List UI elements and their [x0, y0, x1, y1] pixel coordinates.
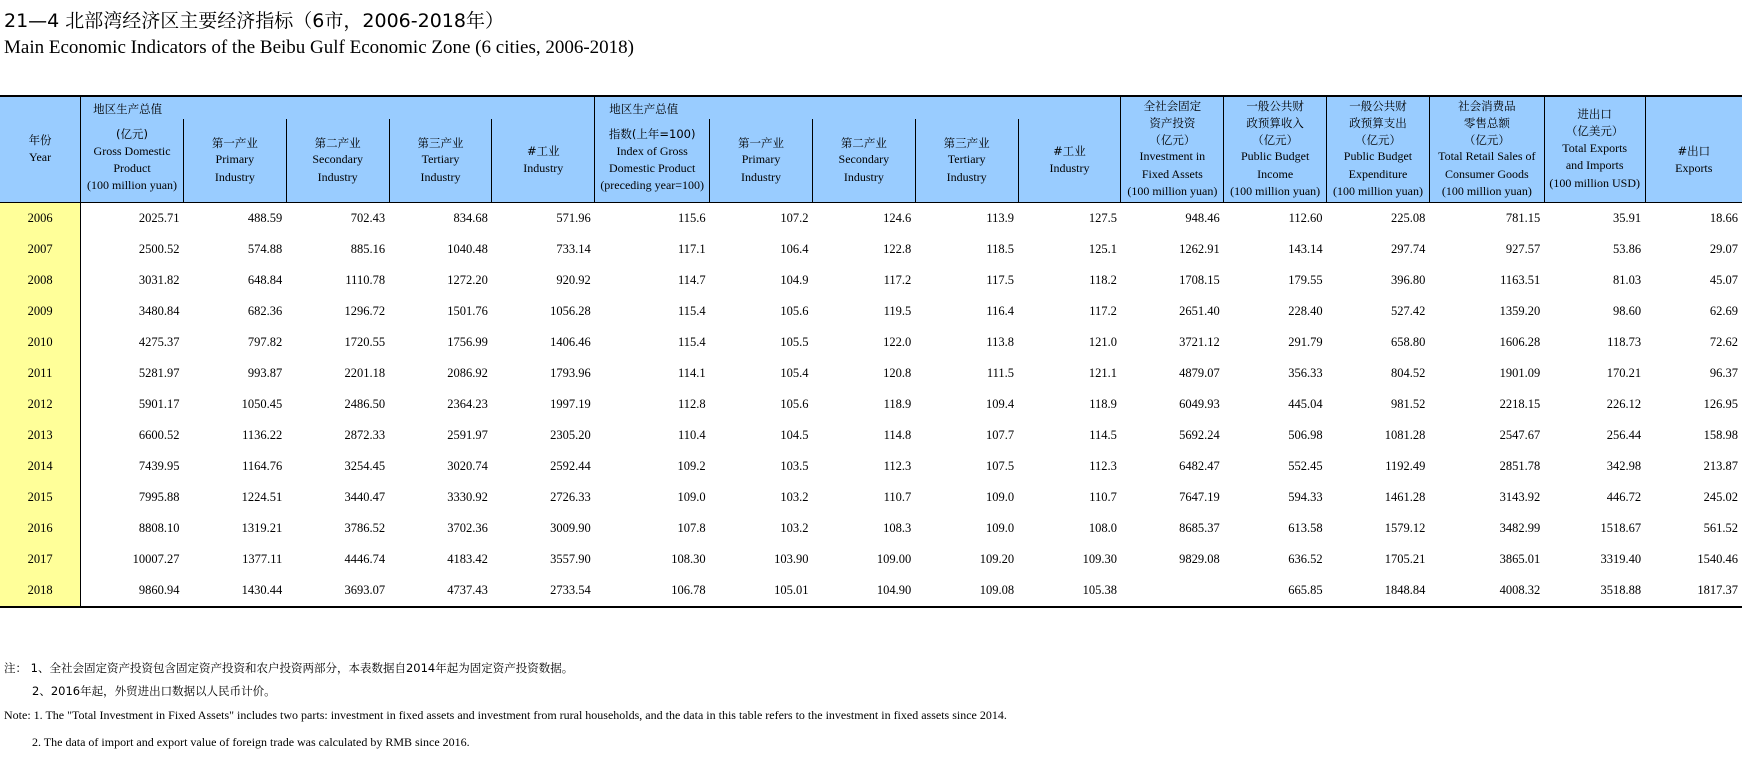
data-cell: 3518.88 — [1544, 575, 1645, 607]
data-cell: 117.2 — [1089, 303, 1117, 318]
data-cell: 3702.36 — [447, 520, 488, 535]
table-row — [0, 544, 1742, 575]
data-cell: 804.52 — [1391, 365, 1426, 380]
data-cell: 1262.91 — [1179, 241, 1220, 256]
data-cell: 291.79 — [1288, 334, 1323, 349]
year-cell: 2014 — [0, 451, 81, 482]
data-cell: 109.00 — [876, 551, 912, 566]
data-cell: 7995.88 — [138, 489, 180, 504]
data-cell: 108.3 — [883, 520, 912, 535]
data-cell: 5692.24 — [1179, 427, 1220, 442]
data-cell: 2547.67 — [1499, 427, 1541, 442]
table-row — [0, 234, 1742, 265]
data-cell: 111.5 — [986, 365, 1015, 380]
data-cell: 118.9 — [883, 396, 912, 411]
data-cell: 885.16 — [350, 241, 386, 256]
data-cell: 3721.12 — [1179, 334, 1220, 349]
data-cell: 122.0 — [883, 334, 912, 349]
data-cell: 1406.46 — [550, 334, 591, 349]
data-cell: 3330.92 — [447, 489, 488, 504]
data-cell: 6049.93 — [1179, 396, 1220, 411]
data-cell: 552.45 — [1288, 458, 1323, 473]
note-en-2: 2. The data of import and export value of foreign trade was calculated by RMB since 2016. — [32, 735, 470, 749]
data-cell: 1461.28 — [1384, 489, 1426, 504]
data-cell: 18.66 — [1709, 210, 1738, 225]
data-cell: 3143.92 — [1499, 489, 1541, 504]
data-cell: 105.6 — [780, 396, 809, 411]
data-cell: 105.5 — [780, 334, 809, 349]
data-cell: 7647.19 — [1179, 489, 1220, 504]
data-cell: 118.2 — [1089, 272, 1117, 287]
data-cell: 1997.19 — [550, 396, 591, 411]
data-cell: 107.7 — [985, 427, 1015, 442]
data-cell: 733.14 — [556, 241, 591, 256]
data-cell: 105.38 — [1018, 575, 1121, 607]
header-index-group: 地区生产总值 — [595, 96, 1121, 119]
table-row — [0, 202, 1742, 234]
header-total-trade: 进出口 （亿美元） Total Exports and Imports (100 million USD) — [1544, 96, 1645, 202]
table-row — [0, 265, 1742, 296]
data-cell: 2733.54 — [492, 575, 595, 607]
data-cell: 574.88 — [247, 241, 283, 256]
header-gdp-tertiary: 第三产业 Tertiary Industry — [389, 119, 492, 202]
data-cell: 103.90 — [774, 551, 809, 566]
data-cell: 356.33 — [1288, 365, 1323, 380]
header-fixed-asset-investment: 全社会固定 资产投资 （亿元） Investment in Fixed Assets (100 million yuan) — [1121, 96, 1224, 202]
data-cell: 2591.97 — [447, 427, 488, 442]
header-gdp-index: 指数(上年=100) Index of Gross Domestic Product (preceding year=100) — [595, 119, 710, 202]
table-row — [0, 575, 1742, 607]
data-cell: 3440.47 — [344, 489, 386, 504]
data-cell: 96.37 — [1709, 365, 1738, 380]
data-cell: 3254.45 — [344, 458, 386, 473]
table-row — [0, 327, 1742, 358]
data-cell: 103.5 — [780, 458, 809, 473]
data-cell: 1040.48 — [447, 241, 488, 256]
data-cell: 8808.10 — [138, 520, 180, 535]
data-cell: 1720.55 — [344, 334, 386, 349]
year-cell: 2006 — [0, 202, 81, 234]
data-cell: 2364.23 — [447, 396, 488, 411]
data-cell: 104.90 — [812, 575, 915, 607]
page-title-en: Main Economic Indicators of the Beibu Gulf Economic Zone (6 cities, 2006-2018) — [4, 37, 635, 58]
data-cell: 9860.94 — [81, 575, 184, 607]
data-cell: 2651.40 — [1179, 303, 1220, 318]
page-title-zh: 21—4 北部湾经济区主要经济指标（6市，2006-2018年） — [4, 10, 504, 32]
data-cell: 3009.90 — [550, 520, 591, 535]
data-cell: 245.02 — [1703, 489, 1738, 504]
data-cell: 1901.09 — [1499, 365, 1541, 380]
header-gdp-primary: 第一产业 Primary Industry — [183, 119, 286, 202]
data-cell: 108.30 — [671, 551, 706, 566]
data-cell: 981.52 — [1391, 396, 1426, 411]
data-cell: 297.74 — [1391, 241, 1426, 256]
data-cell: 3557.90 — [550, 551, 591, 566]
data-cell: 35.91 — [1612, 210, 1642, 225]
year-cell: 2009 — [0, 296, 81, 327]
data-cell: 948.46 — [1185, 210, 1220, 225]
data-cell: 8685.37 — [1179, 520, 1220, 535]
data-cell: 3480.84 — [138, 303, 180, 318]
data-cell: 6600.52 — [138, 427, 180, 442]
table-row — [0, 296, 1742, 327]
data-cell: 125.1 — [1088, 241, 1117, 256]
data-cell: 117.1 — [677, 241, 706, 256]
data-cell: 1224.51 — [241, 489, 283, 504]
data-cell: 119.5 — [883, 303, 912, 318]
header-exports-top — [1645, 96, 1742, 119]
indicators-table — [0, 95, 1742, 608]
data-cell: 5281.97 — [138, 365, 180, 380]
data-cell: 62.69 — [1709, 303, 1738, 318]
data-cell: 109.0 — [985, 520, 1015, 535]
data-cell: 1163.51 — [1500, 272, 1541, 287]
data-cell: 29.07 — [1709, 241, 1738, 256]
data-cell: 2201.18 — [344, 365, 386, 380]
table-row — [0, 389, 1742, 420]
data-cell: 109.08 — [915, 575, 1018, 607]
data-cell: 104.5 — [780, 427, 809, 442]
data-cell: 109.0 — [677, 489, 706, 504]
data-cell: 3865.01 — [1499, 551, 1541, 566]
data-cell: 920.92 — [556, 272, 591, 287]
table-row — [0, 451, 1742, 482]
data-cell: 594.33 — [1288, 489, 1323, 504]
data-cell: 1430.44 — [183, 575, 286, 607]
data-cell: 506.98 — [1288, 427, 1323, 442]
data-cell: 1377.11 — [242, 551, 283, 566]
data-cell: 2592.44 — [550, 458, 591, 473]
data-cell: 112.3 — [1089, 458, 1117, 473]
data-cell: 3786.52 — [344, 520, 386, 535]
data-cell: 396.80 — [1391, 272, 1426, 287]
data-cell: 107.2 — [780, 210, 809, 225]
data-cell: 1793.96 — [550, 365, 591, 380]
header-year: 年份 Year — [0, 96, 81, 202]
data-cell: 225.08 — [1391, 210, 1426, 225]
data-cell: 9829.08 — [1179, 551, 1220, 566]
data-cell: 108.0 — [1088, 520, 1117, 535]
data-cell: 1056.28 — [550, 303, 591, 318]
data-cell: 110.7 — [883, 489, 912, 504]
data-cell: 2305.20 — [550, 427, 591, 442]
data-cell: 3020.74 — [447, 458, 488, 473]
data-cell: 103.2 — [780, 489, 809, 504]
header-index-industry: #工业 Industry — [1018, 119, 1121, 202]
note-en-1: Note: 1. The "Total Investment in Fixed Assets" includes two parts: investment in fixed assets and investment from rural households, and the data in this table refers to the investment in fixed assets since 2014. — [4, 708, 1007, 722]
data-cell: 927.57 — [1505, 241, 1541, 256]
data-cell: 116.4 — [986, 303, 1015, 318]
data-cell: 2726.33 — [550, 489, 591, 504]
data-cell: 109.0 — [985, 489, 1015, 504]
data-cell: 488.59 — [247, 210, 283, 225]
table-row — [0, 420, 1742, 451]
data-cell: 4275.37 — [138, 334, 180, 349]
header-gdp: (亿元) Gross Domestic Product (100 million yuan) — [81, 119, 184, 202]
data-cell: 121.0 — [1088, 334, 1117, 349]
data-cell: 121.1 — [1088, 365, 1117, 380]
data-cell: 2872.33 — [344, 427, 386, 442]
data-cell: 2086.92 — [447, 365, 488, 380]
data-cell: 1296.72 — [344, 303, 386, 318]
data-cell: 2486.50 — [344, 396, 386, 411]
data-cell: 4008.32 — [1429, 575, 1544, 607]
data-cell: 1756.99 — [447, 334, 488, 349]
data-cell: 112.3 — [883, 458, 912, 473]
data-cell: 1817.37 — [1645, 575, 1742, 607]
year-cell: 2008 — [0, 265, 81, 296]
year-cell: 2015 — [0, 482, 81, 513]
data-cell: 1708.15 — [1179, 272, 1220, 287]
data-cell: 3482.99 — [1499, 520, 1541, 535]
data-cell: 342.98 — [1606, 458, 1642, 473]
data-cell: 112.60 — [1288, 210, 1323, 225]
data-cell: 1136.22 — [242, 427, 283, 442]
data-cell: 114.5 — [1089, 427, 1117, 442]
data-cell: 7439.95 — [138, 458, 180, 473]
data-cell: 103.2 — [780, 520, 809, 535]
data-cell: 1272.20 — [447, 272, 488, 287]
data-cell: 179.55 — [1288, 272, 1323, 287]
data-cell: 256.44 — [1606, 427, 1642, 442]
data-cell — [1121, 575, 1224, 607]
data-cell: 115.6 — [677, 210, 706, 225]
data-cell: 72.62 — [1709, 334, 1738, 349]
data-cell: 993.87 — [247, 365, 283, 380]
data-cell: 665.85 — [1224, 575, 1327, 607]
table-body — [0, 202, 1742, 607]
data-cell: 1050.45 — [241, 396, 283, 411]
table-row — [0, 358, 1742, 389]
data-cell: 5901.17 — [138, 396, 180, 411]
data-cell: 109.4 — [985, 396, 1015, 411]
data-cell: 228.40 — [1288, 303, 1323, 318]
year-cell: 2012 — [0, 389, 81, 420]
note-zh-2: 2、2016年起，外贸进出口数据以人民币计价。 — [32, 684, 276, 698]
header-retail-sales: 社会消费品 零售总额 （亿元） Total Retail Sales of Consumer Goods (100 million yuan) — [1429, 96, 1544, 202]
year-cell: 2010 — [0, 327, 81, 358]
header-budget-expenditure: 一般公共财 政预算支出 （亿元） Public Budget Expenditure (100 million yuan) — [1327, 96, 1430, 202]
data-cell: 1192.49 — [1385, 458, 1426, 473]
data-cell: 109.30 — [1082, 551, 1117, 566]
data-cell: 114.8 — [883, 427, 912, 442]
data-cell: 124.6 — [883, 210, 912, 225]
data-cell: 127.5 — [1088, 210, 1117, 225]
data-cell: 170.21 — [1606, 365, 1642, 380]
data-cell: 1705.21 — [1384, 551, 1426, 566]
data-cell: 4446.74 — [344, 551, 386, 566]
data-cell: 113.9 — [986, 210, 1015, 225]
data-cell: 118.5 — [986, 241, 1015, 256]
data-cell: 648.84 — [247, 272, 283, 287]
note-zh-1: 注： 1、全社会固定资产投资包含固定资产投资和农户投资两部分，本表数据自2014年起为固定资产投资数据。 — [4, 661, 574, 675]
data-cell: 115.4 — [677, 303, 706, 318]
data-cell: 1359.20 — [1499, 303, 1541, 318]
data-cell: 834.68 — [453, 210, 488, 225]
data-cell: 1606.28 — [1499, 334, 1541, 349]
data-cell: 105.01 — [710, 575, 813, 607]
data-cell: 446.72 — [1606, 489, 1642, 504]
data-cell: 797.82 — [247, 334, 283, 349]
data-cell: 53.86 — [1612, 241, 1642, 256]
data-cell: 4183.42 — [447, 551, 488, 566]
data-cell: 110.7 — [1089, 489, 1117, 504]
header-gdp-secondary: 第二产业 Secondary Industry — [286, 119, 389, 202]
header-gdp-group: 地区生产总值 — [81, 96, 595, 119]
data-cell: 3693.07 — [286, 575, 389, 607]
data-cell: 636.52 — [1288, 551, 1323, 566]
data-cell: 571.96 — [556, 210, 591, 225]
data-cell: 104.9 — [780, 272, 809, 287]
data-cell: 126.95 — [1703, 396, 1738, 411]
data-cell: 115.4 — [677, 334, 706, 349]
data-cell: 1081.28 — [1384, 427, 1426, 442]
data-cell: 114.7 — [677, 272, 706, 287]
header-index-tertiary: 第三产业 Tertiary Industry — [915, 119, 1018, 202]
data-cell: 109.20 — [979, 551, 1015, 566]
data-cell: 106.78 — [595, 575, 710, 607]
data-cell: 120.8 — [883, 365, 912, 380]
data-cell: 4879.07 — [1179, 365, 1220, 380]
data-cell: 781.15 — [1505, 210, 1541, 225]
table-row — [0, 482, 1742, 513]
data-cell: 158.98 — [1703, 427, 1738, 442]
data-cell: 109.2 — [677, 458, 706, 473]
data-cell: 561.52 — [1703, 520, 1738, 535]
data-cell: 3031.82 — [138, 272, 180, 287]
data-cell: 702.43 — [350, 210, 386, 225]
data-cell: 45.07 — [1709, 272, 1738, 287]
year-cell: 2016 — [0, 513, 81, 544]
data-cell: 613.58 — [1288, 520, 1323, 535]
data-cell: 98.60 — [1612, 303, 1642, 318]
data-cell: 1579.12 — [1384, 520, 1426, 535]
table-row — [0, 513, 1742, 544]
data-cell: 213.87 — [1703, 458, 1738, 473]
data-cell: 114.1 — [677, 365, 706, 380]
data-cell: 1501.76 — [447, 303, 488, 318]
data-cell: 10007.27 — [132, 551, 180, 566]
data-cell: 658.80 — [1391, 334, 1426, 349]
data-cell: 2025.71 — [138, 210, 180, 225]
data-cell: 81.03 — [1612, 272, 1642, 287]
data-cell: 105.4 — [780, 365, 809, 380]
data-cell: 1164.76 — [242, 458, 283, 473]
data-cell: 1319.21 — [241, 520, 283, 535]
data-cell: 226.12 — [1606, 396, 1642, 411]
year-cell: 2007 — [0, 234, 81, 265]
data-cell: 113.8 — [986, 334, 1015, 349]
data-cell: 2500.52 — [138, 241, 180, 256]
data-cell: 106.4 — [780, 241, 809, 256]
data-cell: 682.36 — [247, 303, 283, 318]
data-cell: 1540.46 — [1697, 551, 1738, 566]
data-cell: 112.8 — [677, 396, 706, 411]
data-cell: 445.04 — [1288, 396, 1323, 411]
header-budget-income: 一般公共财 政预算收入 （亿元） Public Budget Income (100 million yuan) — [1224, 96, 1327, 202]
data-cell: 110.4 — [677, 427, 706, 442]
data-cell: 1110.78 — [345, 272, 386, 287]
data-cell: 118.73 — [1607, 334, 1642, 349]
data-cell: 105.6 — [780, 303, 809, 318]
header-gdp-industry: #工业 Industry — [492, 119, 595, 202]
data-cell: 143.14 — [1288, 241, 1323, 256]
data-cell: 107.5 — [985, 458, 1015, 473]
data-cell: 6482.47 — [1179, 458, 1220, 473]
data-cell: 4737.43 — [389, 575, 492, 607]
data-cell: 118.9 — [1089, 396, 1117, 411]
data-cell: 117.2 — [883, 272, 912, 287]
data-cell: 122.8 — [883, 241, 912, 256]
header-index-primary: 第一产业 Primary Industry — [710, 119, 813, 202]
data-cell: 1848.84 — [1327, 575, 1430, 607]
data-cell: 2218.15 — [1499, 396, 1541, 411]
year-cell: 2017 — [0, 544, 81, 575]
year-cell: 2011 — [0, 358, 81, 389]
data-cell: 3319.40 — [1600, 551, 1642, 566]
year-cell: 2013 — [0, 420, 81, 451]
data-cell: 1518.67 — [1600, 520, 1642, 535]
data-cell: 527.42 — [1391, 303, 1426, 318]
data-cell: 2851.78 — [1499, 458, 1541, 473]
year-cell: 2018 — [0, 575, 81, 607]
data-cell: 107.8 — [677, 520, 706, 535]
data-cell: 117.5 — [986, 272, 1015, 287]
header-index-secondary: 第二产业 Secondary Industry — [812, 119, 915, 202]
header-exports: #出口 Exports — [1645, 119, 1742, 202]
